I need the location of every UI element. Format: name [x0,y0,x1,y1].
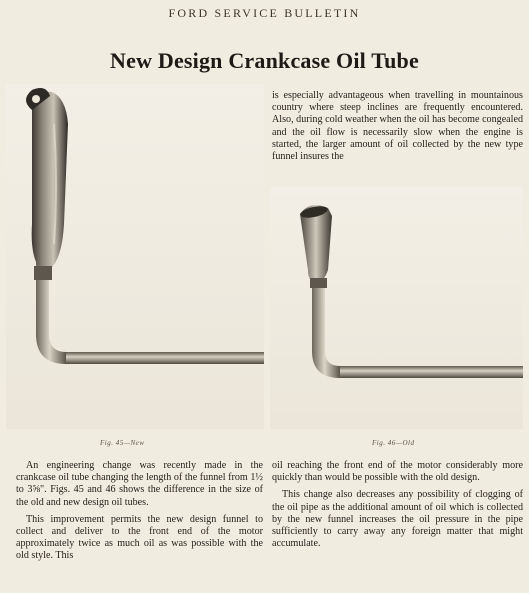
bracket-hole [32,95,40,103]
figure-old-oil-tube [270,186,523,429]
old-oil-tube-illustration [270,186,523,429]
page-title: New Design Crankcase Oil Tube [110,48,419,73]
horizontal-pipe [340,366,523,378]
funnel-collar [310,278,327,288]
paragraph: This change also decreases any possibility of clogging of the oil pipe as the additional amount of oil which is collected by the new funnel increases the oil pressure in the pipe sufficiently to carry away any foreign matter that might accumulate. [272,489,523,550]
paragraph: is especially advantageous when travelling in mountainous country where steep inclines are frequently encountered. Also, during cold weather when the oil has become congealed and the oil flow is necessarily slow when the engine is started, the larger amount of oil collected by the new type funnel insures the [272,90,523,163]
figure-caption-old: Fig. 46—Old [372,439,415,447]
vertical-pipe [312,276,340,378]
new-oil-tube-illustration [6,84,264,429]
paragraph: oil reaching the front end of the motor considerably more quickly than would be possible with the old design. [272,460,523,484]
paragraph: An engineering change was recently made in the crankcase oil tube changing the length of the funnel from 1½ to 3⅝". Figs. 45 and 46 shows the difference in the size of the old and new design oil tubes. [16,460,263,508]
running-head: FORD SERVICE BULLETIN [168,6,361,20]
funnel-body [32,92,68,269]
text-column-bottom-right [272,460,523,550]
text-column-bottom-left [16,460,263,563]
text-column-top-right [272,90,523,163]
funnel-collar [34,266,52,280]
horizontal-pipe [64,352,264,364]
figure-caption-new: Fig. 45—New [100,439,145,447]
paragraph: This improvement permits the new design funnel to collect and deliver to the front end of the motor approximately twice as much oil as was possible with the old style. This [16,513,263,562]
figure-new-oil-tube [6,84,264,429]
